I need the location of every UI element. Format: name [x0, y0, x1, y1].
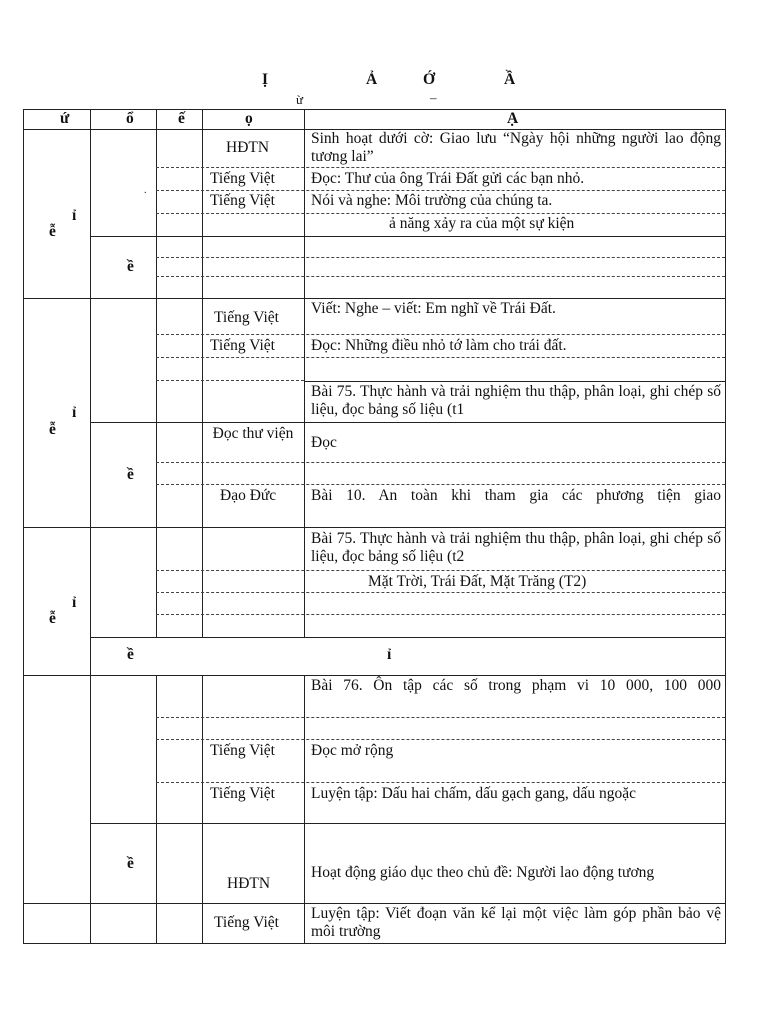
row-divider: [156, 357, 725, 358]
title-fragment: Ị: [262, 71, 269, 88]
subject-cell: Tiếng Việt: [210, 192, 275, 209]
lesson-content: Viết: Nghe – viết: Em nghĩ về Trái Đất.: [311, 300, 556, 317]
session-label: ề: [127, 466, 134, 483]
subtitle-fragment: ừ: [296, 92, 304, 107]
day-label: ỉ: [72, 207, 77, 224]
row-border: [90, 236, 725, 237]
day-label: ễ: [49, 421, 56, 438]
subject-cell: Tiếng Việt: [214, 914, 279, 931]
row-border: [90, 823, 725, 824]
row-divider: [156, 462, 725, 463]
lesson-content: Bài 10. An toàn khi tham gia các phương tiện giao: [311, 487, 721, 504]
row-border: [90, 422, 725, 423]
day-label: ễ: [49, 223, 56, 240]
row-border: [23, 903, 725, 904]
session-label: ề: [127, 646, 134, 663]
subject-cell: Tiếng Việt: [210, 337, 275, 354]
lesson-content: Bài 76. Ôn tập các số trong phạm vi 10 000, 100 000: [311, 677, 721, 694]
stray-mark: .: [144, 185, 147, 196]
lesson-content: Nói và nghe: Môi trường của chúng ta.: [311, 192, 553, 209]
day-label: ỉ: [72, 594, 77, 611]
table-border: [725, 109, 726, 944]
lesson-content: Sinh hoạt dưới cờ: Giao lưu “Ngày hội những người lao động tương lai”: [311, 130, 721, 165]
header-subject: ọ: [245, 110, 253, 127]
subject-cell: HĐTN: [226, 139, 270, 156]
header-day: ứ: [60, 110, 70, 127]
lesson-content: Bài 75. Thực hành và trải nghiệm thu thập, phân loại, ghi chép số liệu, đọc bảng số liệu (t2: [311, 530, 721, 565]
lesson-content: Đọc mở rộng: [311, 742, 394, 759]
row-divider: [156, 380, 304, 381]
lesson-content: Luyện tập: Dấu hai chấm, dấu gạch gang, dấu ngoặc: [311, 785, 636, 802]
title-fragment: Ầ: [504, 71, 516, 88]
row-divider: [156, 614, 725, 615]
row-divider: [156, 592, 725, 593]
row-divider: [156, 484, 725, 485]
header-session: ổ: [126, 110, 134, 127]
row-divider: [156, 276, 725, 277]
subject-cell: Tiếng Việt: [210, 742, 275, 759]
row-divider: [156, 570, 725, 571]
subject-cell: Tiếng Việt: [214, 309, 279, 326]
day-label: ễ: [49, 610, 56, 627]
row-border: [23, 943, 725, 944]
lesson-content: Đọc: Thư của ông Trái Đất gửi các bạn nhỏ.: [311, 170, 585, 187]
title-fragment: Ả: [366, 71, 378, 88]
subtitle-fragment: –: [430, 90, 437, 105]
row-divider: [156, 782, 725, 783]
lesson-content: ả năng xảy ra của một sự kiện: [389, 215, 575, 232]
subject-cell: Tiếng Việt: [210, 785, 275, 802]
row-divider: [156, 739, 725, 740]
row-divider: [156, 213, 725, 214]
row-divider: [156, 717, 725, 718]
row-border: [304, 381, 725, 382]
column-divider: [156, 109, 157, 638]
row-border: [23, 675, 725, 676]
day-label: ỉ: [72, 404, 77, 421]
title-fragment: Ớ: [423, 71, 436, 88]
afternoon-note: ỉ: [387, 646, 392, 663]
lesson-content: Đọc: [311, 434, 337, 451]
row-border: [90, 637, 725, 638]
row-divider: [156, 334, 725, 335]
subject-cell: Tiếng Việt: [210, 170, 275, 187]
subject-cell: Đạo Đức: [220, 487, 277, 504]
session-label: ề: [127, 258, 134, 275]
row-border: [23, 527, 725, 528]
row-divider: [156, 190, 725, 191]
lesson-content: Đọc: Những điều nhỏ tớ làm cho trái đất.: [311, 337, 567, 354]
subject-cell: HĐTN: [227, 875, 271, 892]
header-period: ế: [178, 110, 185, 127]
row-border: [23, 298, 725, 299]
session-label: ề: [127, 855, 134, 872]
column-divider: [202, 109, 203, 638]
lesson-content: Mặt Trời, Trái Đất, Mặt Trăng (T2): [368, 573, 587, 590]
lesson-content: Hoạt động giáo dục theo chủ đề: Người lao động tương: [311, 864, 655, 881]
row-divider: [156, 167, 725, 168]
column-divider: [304, 109, 305, 638]
lesson-content: Luyện tập: Viết đoạn văn kể lại một việc làm góp phần bảo vệ môi trường: [311, 905, 721, 940]
header-content: Ạ: [507, 110, 519, 127]
lesson-content: Bài 75. Thực hành và trải nghiệm thu thập, phân loại, ghi chép số liệu, đọc bảng số liệu (t1: [311, 383, 721, 418]
row-divider: [156, 257, 725, 258]
subject-cell: Đọc thư viện: [212, 425, 294, 442]
